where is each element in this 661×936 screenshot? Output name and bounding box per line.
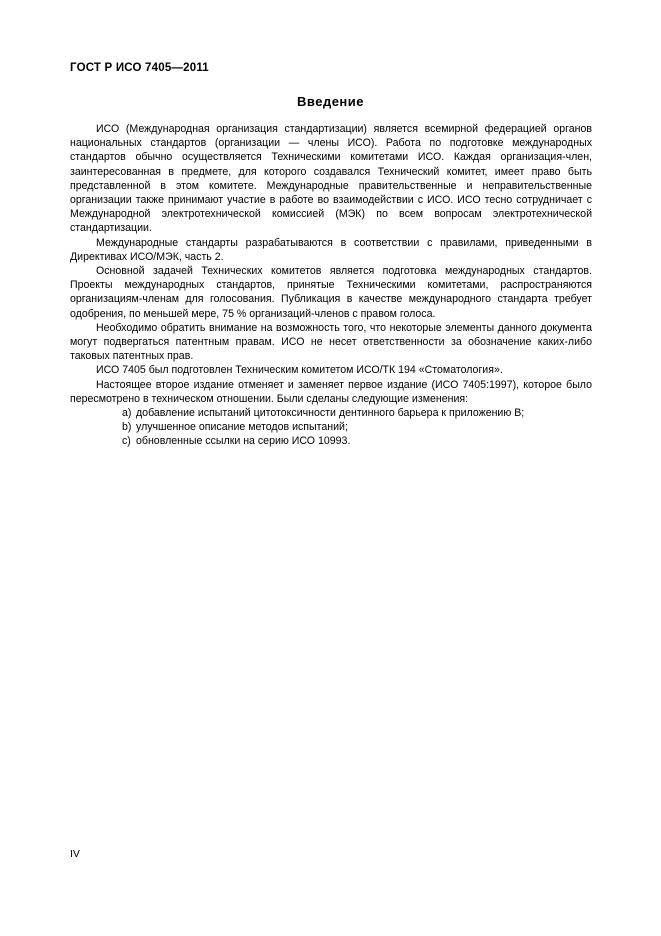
paragraph: ИСО 7405 был подготовлен Техническим комитетом ИСО/ТК 194 «Стоматология». xyxy=(96,364,503,377)
paragraph: Необходимо обратить внимание на возможность того, что некоторые элементы данного документа могут подвергаться патентным правам. ИСО не несет ответственности за обозначение каких-либо таковых патентных прав. xyxy=(70,321,592,363)
list-item xyxy=(70,406,592,420)
list-item xyxy=(70,434,592,448)
list-item-label: обновленные ссылки на серию ИСО 10993. xyxy=(136,435,351,448)
page-number: IV xyxy=(70,848,80,860)
list-item-label: добавление испытаний цитотоксичности дентинного барьера к приложению В; xyxy=(136,407,525,420)
paragraph: Международные стандарты разрабатываются в соответствии с правилами, приведенными в Директивах ИСО/МЭК, часть 2. xyxy=(70,236,592,263)
list-item-marker: b) xyxy=(122,421,132,434)
standard-designation-header: ГОСТ Р ИСО 7405—2011 xyxy=(70,62,209,74)
list-item-marker: a) xyxy=(122,407,132,420)
paragraph: Настоящее второе издание отменяет и заменяет первое издание (ИСО 7405:1997), которое было пересмотрено в техническом отношении. Были сделаны следующие изменения: xyxy=(70,378,592,405)
list-item-label: улучшенное описание методов испытаний; xyxy=(136,421,348,434)
introduction-body xyxy=(70,122,592,449)
list-item xyxy=(70,420,592,434)
list-item-marker: c) xyxy=(122,435,131,448)
changes-list xyxy=(70,406,592,449)
page-title: Введение xyxy=(297,94,364,109)
paragraph: ИСО (Международная организация стандартизации) является всемирной федерацией органов национальных стандартов (организации — члены ИСО). Работа по подготовке международных стандартов обычно осуществляется Техническими комитетами ИСО. Каждая организация-член, заинтересованная в предмете, для которого создавался Технический комитет, имеет право быть представленной в этом комитете. Международные правительственные и неправительственные организации также принимают участие в работе во взаимодействии с ИСО. ИСО тесно сотрудничает с Международной электротехнической комиссией (МЭК) по всем вопросам электротехнической стандартизации. xyxy=(70,123,592,235)
paragraph: Основной задачей Технических комитетов является подготовка международных стандартов. Проекты международных стандартов, принятые Техническими комитетами, распространяются организациям-членам для голосования. Публикация в качестве международного стандарта требует одобрения, по меньшей мере, 75 % организаций-членов с правом голоса. xyxy=(70,265,592,320)
